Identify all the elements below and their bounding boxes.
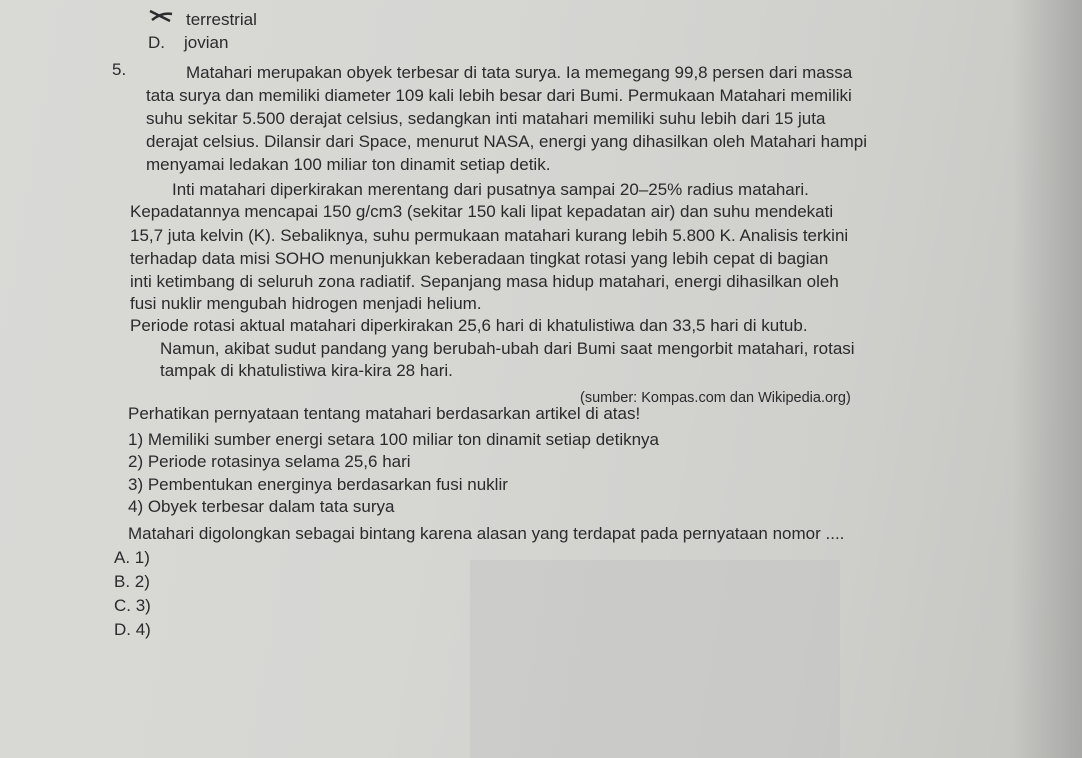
article-line: tampak di khatulistiwa kira-kira 28 hari. [160,361,453,380]
article-line: suhu sekitar 5.500 derajat celsius, sedangkan inti matahari memiliki suhu lebih dari 15 juta [146,109,826,128]
answer-option-b[interactable]: B. 2) [114,572,150,591]
answer-option-d[interactable]: D. 4) [114,620,151,639]
instruction-text: Perhatikan pernyataan tentang matahari berdasarkan artikel di atas! [128,404,641,423]
question-number: 5. [112,60,127,79]
answer-option-c[interactable]: C. 3) [114,596,151,615]
article-line: Periode rotasi aktual matahari diperkirakan 25,6 hari di khatulistiwa dan 33,5 hari di kutub. [130,316,808,335]
strikethrough-mark-icon [148,8,174,24]
statement-item: 4) Obyek terbesar dalam tata surya [128,497,395,516]
statement-item: 1) Memiliki sumber energi setara 100 miliar ton dinamit setiap detiknya [128,430,660,449]
article-line: Namun, akibat sudut pandang yang berubah-ubah dari Bumi saat mengorbit matahari, rotasi [160,339,855,358]
article-line: Matahari merupakan obyek terbesar di tata surya. Ia memegang 99,8 persen dari massa [186,63,853,82]
option-c-text: terrestrial [186,10,257,29]
article-line: Inti matahari diperkirakan merentang dari pusatnya sampai 20–25% radius matahari. [172,180,809,199]
article-line: 15,7 juta kelvin (K). Sebaliknya, suhu permukaan matahari kurang lebih 5.800 K. Analisis terkini [130,226,849,245]
statement-item: 3) Pembentukan energinya berdasarkan fusi nuklir [128,475,508,494]
article-line: tata surya dan memiliki diameter 109 kali lebih besar dari Bumi. Permukaan Matahari memiliki [146,86,852,105]
statement-item: 2) Periode rotasinya selama 25,6 hari [128,452,411,471]
article-line: menyamai ledakan 100 miliar ton dinamit setiap detik. [146,155,551,174]
option-d-letter: D. [148,33,165,52]
question-prompt: Matahari digolongkan sebagai bintang karena alasan yang terdapat pada pernyataan nomor .... [128,524,845,543]
paper-edge-shadow [1012,0,1082,758]
article-line: Kepadatannya mencapai 150 g/cm3 (sekitar 150 kali lipat kepadatan air) dan suhu mendekati [130,202,834,221]
paper-shadow [470,560,840,758]
answer-option-a[interactable]: A. 1) [114,548,150,567]
article-line: fusi nuklir mengubah hidrogen menjadi helium. [130,294,482,313]
article-line: derajat celsius. Dilansir dari Space, menurut NASA, energi yang dihasilkan oleh Matahari hampi [146,132,867,151]
article-line: inti ketimbang di seluruh zona radiatif. Sepanjang masa hidup matahari, energi dihasilkan oleh [130,272,839,291]
option-d-text: jovian [184,33,229,52]
article-line: terhadap data misi SOHO menunjukkan keberadaan tingkat rotasi yang lebih cepat di bagian [130,249,829,268]
article-source: (sumber: Kompas.com dan Wikipedia.org) [580,390,851,406]
